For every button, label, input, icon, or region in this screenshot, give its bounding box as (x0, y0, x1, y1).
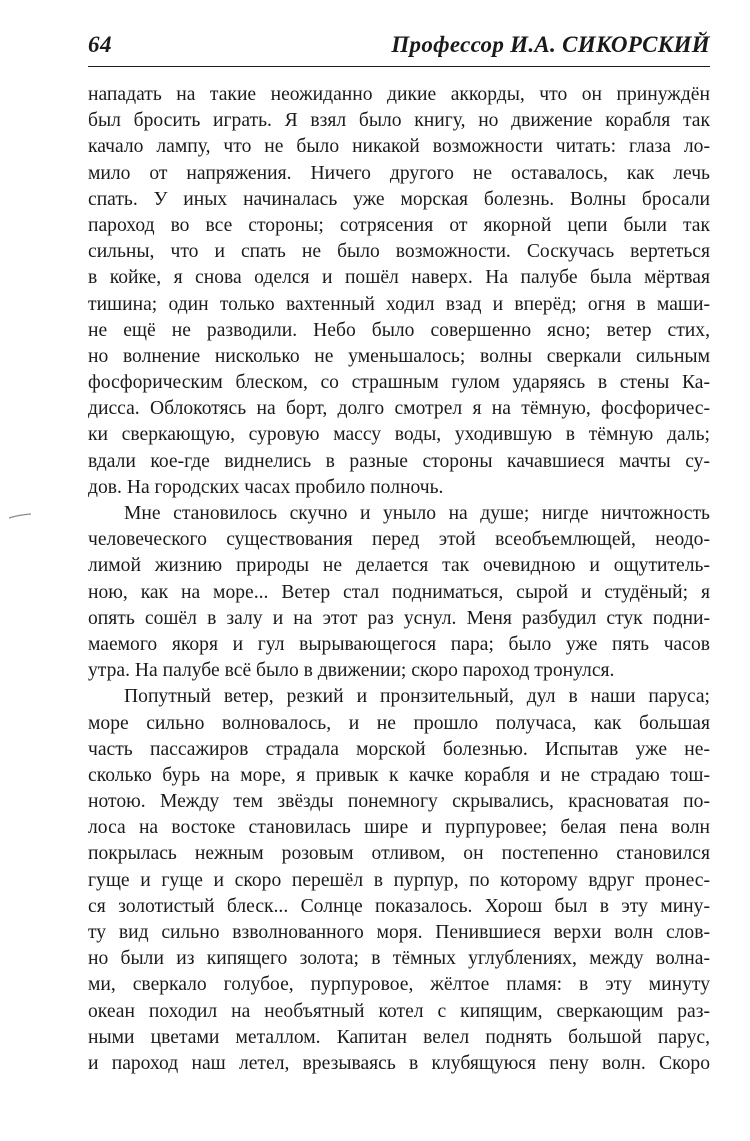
text-line: дисса. Облокотясь на борт, долго смотрел я на тёмную, фосфоричес- (88, 398, 710, 420)
text-line: маемого якоря и гул вырывающегося пара; было уже пять часов (88, 633, 710, 655)
text-line: вдали кое-где виднелись в разные стороны качавшиеся мачты су- (88, 450, 710, 472)
text-line: ту вид сильно взволнованного моря. Пенившиеся верхи волн слов- (88, 922, 710, 943)
text-line: ными цветами металлом. Капитан велел поднять большой парус, (88, 1026, 710, 1048)
text-line: человеческого существования перед этой всеобъемлющей, неодо- (88, 529, 710, 551)
text-line: тишина; один только вахтенный ходил взад и вперёд; огня в маши- (88, 293, 710, 315)
text-line: но были из кипящего золота; в тёмных углублениях, между волна- (88, 948, 710, 970)
text-line: гуще и гуще и скоро перешёл в пурпур, по которому вдруг пронес- (88, 869, 710, 891)
text-line: в койке, я снова оделся и пошёл наверх. На палубе была мёртвая (88, 267, 710, 289)
text-line: часть пассажиров страдала морской болезнью. Испытав уже не- (88, 738, 710, 760)
text-line: сильны, что и спать не было возможности. Соскучась вертеться (88, 241, 710, 263)
text-line: дов. На городских часах пробило полночь. (88, 476, 444, 498)
text-line: ся золотистый блеск... Солнце показалось. Хорош был в эту мину- (88, 895, 710, 917)
text-line: опять сошёл в залу и на этот раз уснул. Меня разбудил стук подни- (88, 607, 710, 629)
text-line: лимой жизнию природы не делается так очевидною и ощутитель- (88, 555, 710, 577)
running-head: Профессор И.А. СИКОРСКИЙ (391, 32, 710, 57)
text-line: качало лампу, что не было никакой возможности читать: глаза ло- (88, 136, 710, 158)
text-line: нотою. Между тем звёзды понемногу скрывались, красноватая по- (88, 791, 710, 813)
text-line: был бросить играть. Я взял было книгу, но движение корабля так (88, 110, 710, 132)
margin-pencil-mark (8, 513, 32, 519)
text-line: сколько бурь на море, я привык к качке корабля и не страдаю тош- (88, 764, 710, 786)
text-line: спать. У иных начиналась уже морская болезнь. Волны бросали (88, 188, 710, 210)
text-line: но волнение нисколько не уменьшалось; волны сверкали сильным (88, 345, 710, 367)
text-line: ною, как на море... Ветер стал подниматься, сырой и студёный; я (88, 581, 710, 603)
text-line: пароход во все стороны; сотрясения от якорной цепи были так (88, 214, 710, 236)
text-line: лоса на востоке становилась шире и пурпуровее; белая пена волн (88, 817, 710, 839)
text-line: утра. На палубе всё было в движении; скоро пароход тронулся. (88, 660, 615, 682)
header-rule (88, 66, 710, 67)
text-line: не ещё не разводили. Небо было совершенно ясно; ветер стих, (88, 319, 710, 341)
text-line: фосфорическим блеском, со страшным гулом ударяясь в стены Ка- (88, 372, 710, 394)
paragraph-first-line: Мне становилось скучно и уныло на душе; нигде ничтожность (124, 503, 710, 524)
text-line: покрылась нежным розовым отливом, он постепенно становился (88, 843, 710, 865)
text-line: и пароход наш летел, врезываясь в клубящуюся пену волн. Скоро (88, 1052, 710, 1074)
text-line: ми, сверкало голубое, пурпуровое, жёлтое пламя: в эту минуту (88, 974, 710, 996)
page-number: 64 (88, 32, 112, 57)
text-line: нападать на такие неожиданно дикие аккорды, что он принуждён (88, 84, 710, 105)
page-header (88, 28, 710, 68)
text-line: ки сверкающую, суровую массу воды, уходившую в тёмную даль; (88, 424, 710, 446)
paragraph-first-line: Попутный ветер, резкий и пронзительный, дул в наши паруса; (124, 686, 710, 708)
body-text (88, 82, 710, 1077)
text-line: море сильно волновалось, и не прошло получаса, как большая (88, 712, 710, 734)
text-line: океан походил на необъятный котел с кипящим, сверкающим раз- (88, 1000, 710, 1022)
text-line: мило от напряжения. Ничего другого не оставалось, как лечь (88, 162, 710, 184)
